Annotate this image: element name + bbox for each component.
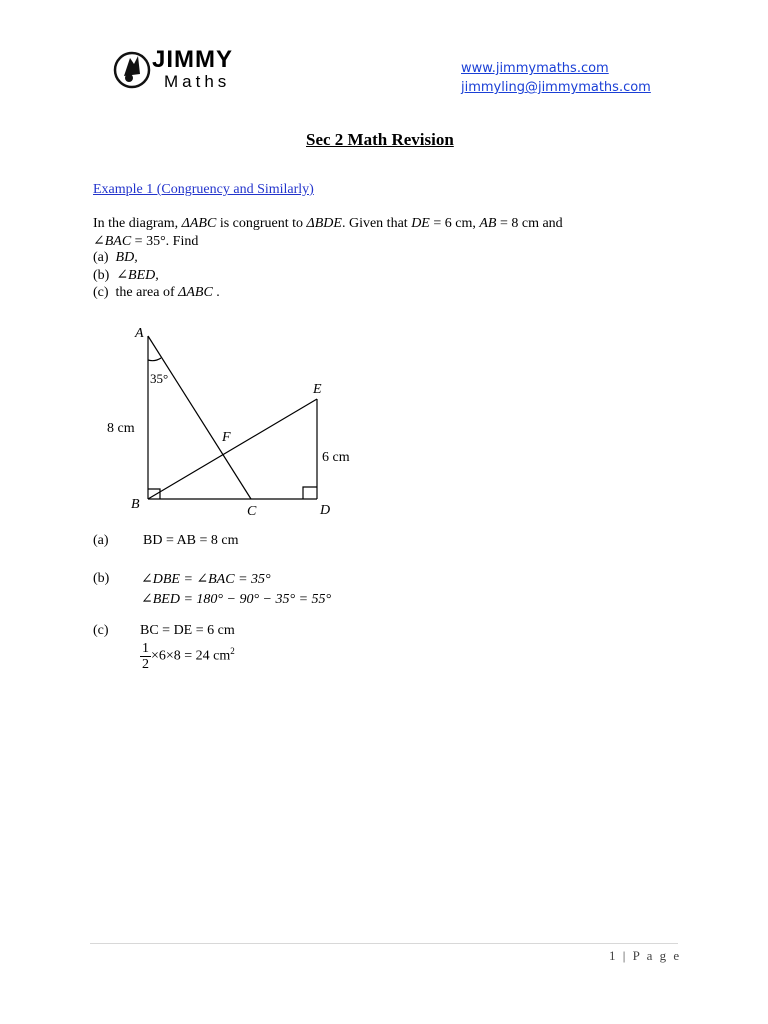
part-label: (a) (93, 250, 109, 265)
part-text: BD, (115, 250, 138, 265)
solution-a-text: BD = AB = 8 cm (143, 533, 239, 548)
logo-word: JIMMY (152, 46, 234, 73)
logo (112, 46, 252, 96)
solution-c-line-1: BC = DE = 6 cm (140, 623, 235, 638)
page-label: | P a g e (617, 948, 682, 963)
triangle-abc: ΔABC (178, 285, 213, 300)
part-text: . (212, 285, 220, 300)
triangle-abc: ΔABC (181, 216, 217, 231)
solution-a-label: (a) (93, 533, 109, 548)
angle-35-label: 35° (150, 371, 169, 386)
label-d: D (320, 503, 331, 518)
footer-divider (90, 943, 678, 944)
problem-text: . Given that (341, 216, 412, 231)
website-link[interactable]: www.jimmymaths.com (461, 61, 609, 76)
label-e: E (313, 382, 322, 397)
solution-b-line-1: ∠DBE = ∠BAC = 35° (141, 572, 271, 587)
area-expression: ×6×8 = 24 cm (151, 648, 231, 664)
problem-line-2 (93, 233, 198, 250)
side-de-label: 6 cm (322, 450, 350, 465)
triangle-bde: ΔBDE (306, 216, 342, 231)
var-ab: AB (479, 216, 497, 231)
page-footer (609, 948, 681, 964)
problem-text: = 8 cm and (496, 216, 563, 231)
right-angle-b (148, 489, 160, 499)
problem-text: In the diagram, (93, 216, 182, 231)
part-text: ∠BED, (116, 268, 159, 283)
fraction-one-half (140, 641, 151, 672)
logo-emblem-icon (112, 48, 152, 92)
part-label: (b) (93, 268, 110, 283)
part-a (93, 250, 138, 266)
email-link[interactable]: jimmyling@jimmymaths.com (461, 80, 651, 95)
label-b: B (131, 497, 140, 512)
label-f: F (222, 430, 231, 445)
label-a: A (135, 326, 144, 341)
part-c (93, 285, 220, 301)
problem-line-1 (93, 216, 563, 232)
problem-text: = 35°. Find (131, 234, 199, 249)
line-be (148, 399, 317, 499)
line-ac (148, 336, 251, 499)
solution-b-label: (b) (93, 571, 110, 586)
logo-subtitle: Maths (164, 72, 231, 91)
fraction-numerator: 1 (142, 641, 149, 656)
problem-text: = 6 cm, (429, 216, 480, 231)
part-label: (c) (93, 285, 109, 300)
fraction-denominator: 2 (142, 657, 149, 672)
var-de: DE (411, 216, 430, 231)
part-text: the area of (115, 285, 179, 300)
angle-arc (148, 358, 161, 361)
side-ab-label: 8 cm (107, 421, 135, 436)
page-number: 1 (609, 948, 618, 963)
part-b (93, 267, 159, 284)
label-c: C (247, 504, 257, 519)
solution-c-label: (c) (93, 623, 109, 638)
problem-text: is congruent to (216, 216, 307, 231)
angle-bac: ∠BAC (93, 234, 132, 249)
page-title: Sec 2 Math Revision (306, 130, 454, 149)
solution-c-line-2 (140, 641, 235, 672)
solution-b-line-2: ∠BED = 180° − 90° − 35° = 55° (141, 592, 332, 607)
right-angle-d (303, 487, 317, 499)
example-heading: Example 1 (Congruency and Similarly) (93, 182, 314, 197)
area-exponent: 2 (230, 646, 235, 657)
